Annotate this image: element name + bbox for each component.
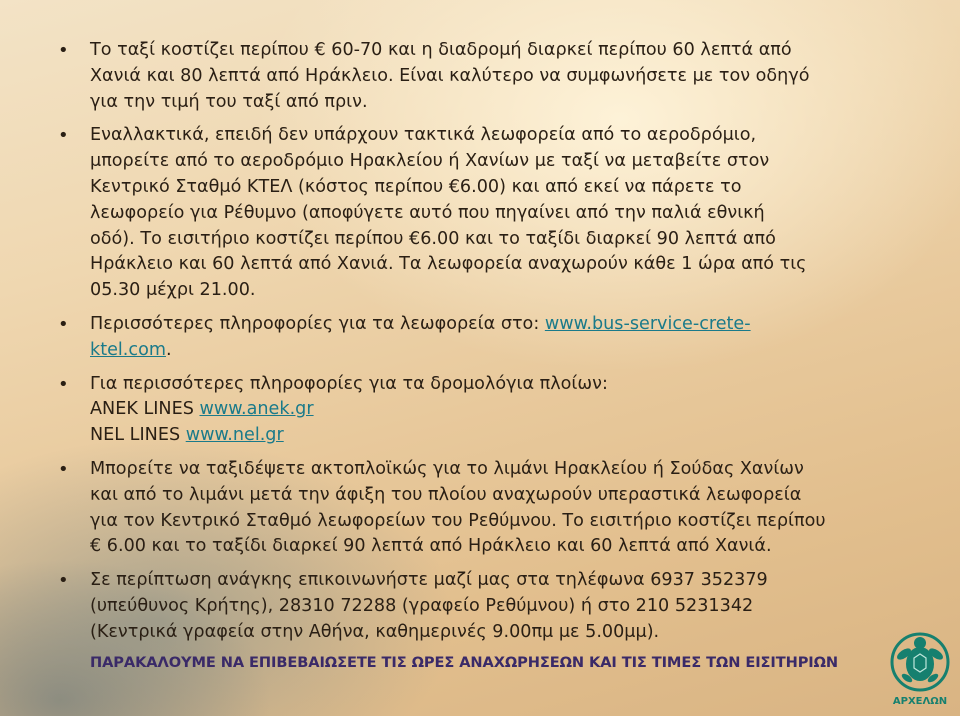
text-line: Το ταξί κοστίζει περίπου € 60-70 και η διαδρομή διαρκεί περίπου 60 λεπτά από — [90, 40, 792, 60]
ktel-link[interactable]: www.bus-service-crete- — [544, 313, 751, 334]
bus-info-suffix: . — [165, 339, 172, 360]
nel-label: NEL LINES — [90, 425, 186, 446]
text-line: οδό). Το εισιτήριο κοστίζει περίπου €6.00 και το ταξίδι διαρκεί 90 λεπτά από — [90, 228, 776, 249]
bullet-dot: • — [58, 125, 69, 147]
text-line — [90, 312, 922, 338]
bullet-dot: • — [58, 373, 69, 395]
bus-info-prefix: Περισσότερες πληροφορίες για τα λεωφορεία στο: — [90, 313, 545, 334]
text-line: € 6.00 και το ταξίδι διαρκεί 90 λεπτά από Ηράκλειο και 60 λεπτά από Χανιά. — [90, 536, 772, 557]
logo-text: ΑΡΧΕΛΩΝ — [892, 696, 948, 707]
bullet-bus-alternative — [58, 123, 922, 304]
text-line — [90, 397, 922, 423]
text-line: Ηράκλειο και 60 λεπτά από Χανιά. Τα λεωφορεία αναχωρούν κάθε 1 ώρα από τις — [90, 254, 807, 275]
archelon-logo — [884, 628, 956, 712]
text-line — [90, 423, 922, 449]
nel-link[interactable]: www.nel.gr — [185, 425, 284, 446]
text-line: για την τιμή του ταξί από πριν. — [90, 91, 368, 112]
bullet-taxi — [58, 38, 922, 115]
anek-label: ANEK LINES — [90, 399, 200, 420]
text-line: και από το λιμάνι μετά την άφιξη του πλοίου αναχωρούν υπεραστικά λεωφορεία — [90, 484, 802, 505]
text-line: 05.30 μέχρι 21.00. — [90, 280, 256, 301]
text-line: Κεντρικό Σταθμό ΚΤΕΛ (κόστος περίπου €6.00) και από εκεί να πάρετε το — [90, 176, 742, 197]
text-line: για τον Κεντρικό Σταθμό λεωφορείων του Ρεθύμνου. Το εισιτήριο κοστίζει περίπου — [90, 510, 826, 531]
bullet-dot: • — [58, 313, 69, 335]
text-line: Για περισσότερες πληροφορίες για τα δρομολόγια πλοίων: — [90, 373, 608, 394]
text-line — [90, 338, 922, 364]
text-line: Σε περίπτωση ανάγκης επικοινωνήστε μαζί μας στα τηλέφωνα 6937 352379 — [90, 570, 768, 591]
bullet-emergency-contact — [58, 568, 922, 645]
bullet-ferry-info — [58, 372, 922, 449]
bullet-list — [58, 38, 922, 654]
bullet-dot: • — [58, 570, 69, 592]
text-line: μπορείτε από το αεροδρόμιο Ηρακλείου ή Χανίων με ταξί να μεταβείτε στον — [90, 151, 770, 172]
turtle-icon — [884, 628, 956, 696]
text-line: Χανιά και 80 λεπτά από Ηράκλειο. Είναι καλύτερο να συμφωνήσετε με τον οδηγό — [90, 65, 810, 86]
bullet-bus-info — [58, 312, 922, 364]
bullet-dot: • — [58, 458, 69, 480]
text-line: λεωφορείο για Ρέθυμνο (αποφύγετε αυτό που πηγαίνει από την παλιά εθνική — [90, 202, 765, 223]
confirm-notice: ΠΑΡΑΚΑΛΟΥΜΕ ΝΑ ΕΠΙΒΕΒΑΙΩΣΕΤΕ ΤΙΣ ΩΡΕΣ ΑΝΑΧΩΡΗΣΕΩΝ ΚΑΙ ΤΙΣ ΤΙΜΕΣ ΤΩΝ ΕΙΣΙΤΗΡΙΩΝ — [90, 654, 839, 671]
bullet-dot: • — [58, 40, 69, 61]
anek-link[interactable]: www.anek.gr — [199, 399, 314, 420]
text-line: (Κεντρικά γραφεία στην Αθήνα, καθημερινές 9.00πμ με 5.00μμ). — [90, 621, 660, 642]
text-line: (υπεύθυνος Κρήτης), 28310 72288 (γραφείο Ρεθύμνου) ή στο 210 5231342 — [90, 595, 754, 616]
text-line: Μπορείτε να ταξιδέψετε ακτοπλοϊκώς για το λιμάνι Ηρακλείου ή Σούδας Χανίων — [90, 458, 804, 479]
text-line: Εναλλακτικά, επειδή δεν υπάρχουν τακτικά λεωφορεία από το αεροδρόμιο, — [90, 125, 757, 146]
ktel-link-continued[interactable]: ktel.com — [90, 339, 166, 360]
bullet-ferry-travel — [58, 457, 922, 560]
